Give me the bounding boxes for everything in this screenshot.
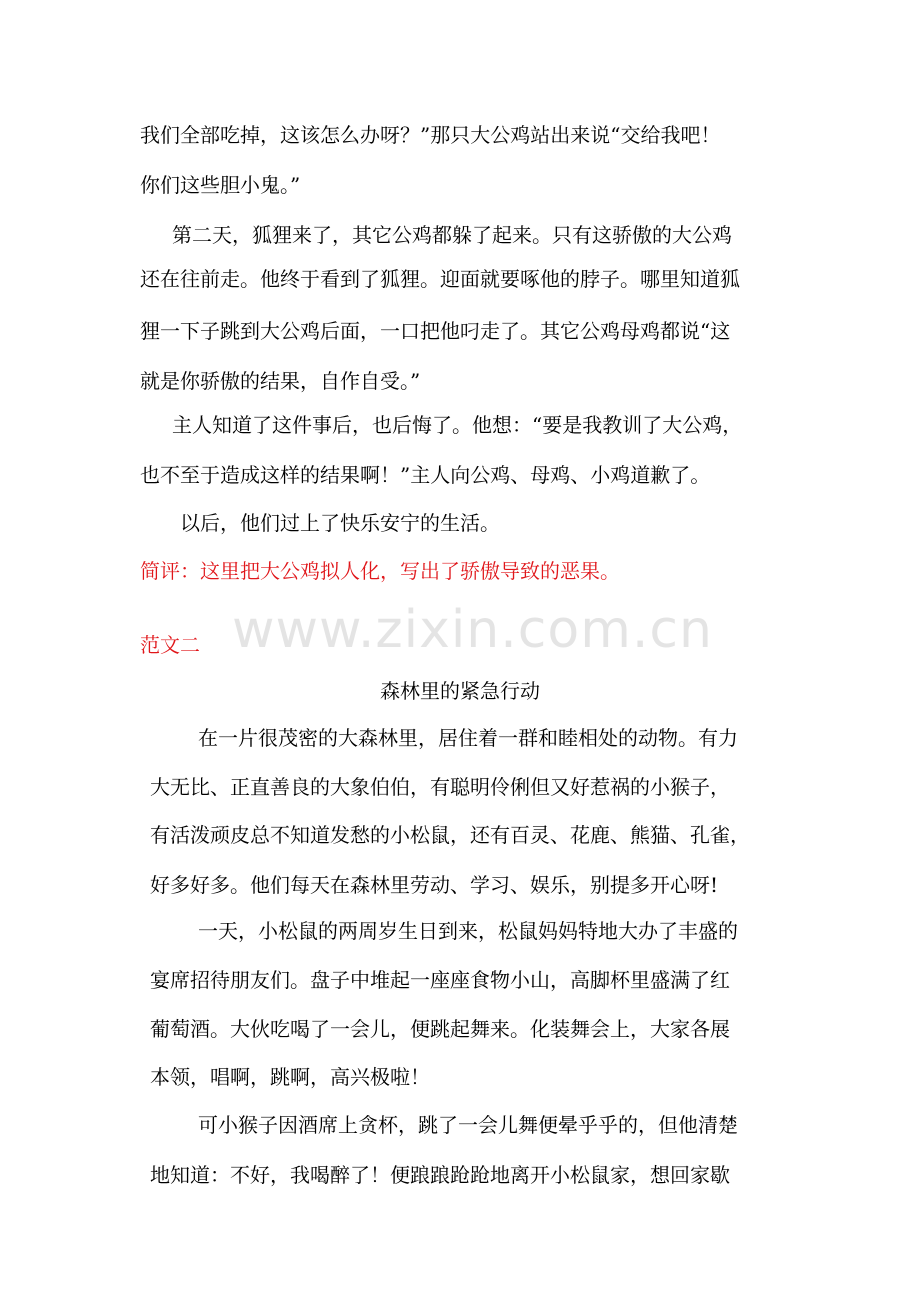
essay-line: 本领，唱啊，跳啊，高兴极啦！ bbox=[150, 1065, 430, 1089]
text-line: 第二天，狐狸来了，其它公鸡都躲了起来。只有这骄傲的大公鸡 bbox=[172, 223, 732, 247]
text-line: 还在往前走。他终于看到了狐狸。迎面就要啄他的脖子。哪里知道狐 bbox=[140, 267, 740, 291]
essay-line: 好多好多。他们每天在森林里劳动、学习、娱乐，别提多开心呀! bbox=[150, 873, 719, 897]
essay-line: 地知道：不好，我喝醉了！便踉踉跄跄地离开小松鼠家，想回家歇 bbox=[150, 1163, 730, 1187]
watermark: www.zixin.com.cn bbox=[232, 600, 713, 660]
text-line: 也不至于造成这样的结果啊！”主人向公鸡、母鸡、小鸡道歉了。 bbox=[140, 463, 711, 487]
text-line: 你们这些胆小鬼。” bbox=[140, 173, 301, 197]
text-line: 狸一下子跳到大公鸡后面，一口把他叼走了。其它公鸡母鸡都说“这 bbox=[140, 319, 731, 343]
essay-line: 可小猴子因酒席上贪杯，跳了一会儿舞便晕乎乎的，但他清楚 bbox=[198, 1113, 738, 1137]
text-line: 就是你骄傲的结果，自作自受。” bbox=[140, 369, 421, 393]
essay-line: 宴席招待朋友们。盘子中堆起一座座食物小山，高脚杯里盛满了红 bbox=[150, 968, 730, 992]
essay-line: 有活泼顽皮总不知道发愁的小松鼠，还有百灵、花鹿、熊猫、孔雀， bbox=[150, 823, 750, 847]
text-line: 我们全部吃掉，这该怎么办呀？”那只大公鸡站出来说“交给我吧！ bbox=[140, 123, 721, 147]
essay-line: 大无比、正直善良的大象伯伯，有聪明伶俐但又好惹祸的小猴子， bbox=[150, 775, 730, 799]
section-label: 范文二 bbox=[140, 633, 200, 657]
essay-line: 一天，小松鼠的两周岁生日到来，松鼠妈妈特地大办了丰盛的 bbox=[198, 919, 738, 943]
comment: 简评：这里把大公鸡拟人化，写出了骄傲导致的恶果。 bbox=[140, 559, 620, 583]
essay-line: 在一片很茂密的大森林里，居住着一群和睦相处的动物。有力 bbox=[198, 726, 738, 750]
text-line: 主人知道了这件事后，也后悔了。他想：“要是我教训了大公鸡， bbox=[172, 413, 743, 437]
essay-line: 葡萄酒。大伙吃喝了一会儿，便跳起舞来。化装舞会上，大家各展 bbox=[150, 1017, 730, 1041]
text-line: 以后，他们过上了快乐安宁的生活。 bbox=[180, 511, 500, 535]
essay-title: 森林里的紧急行动 bbox=[380, 679, 540, 703]
